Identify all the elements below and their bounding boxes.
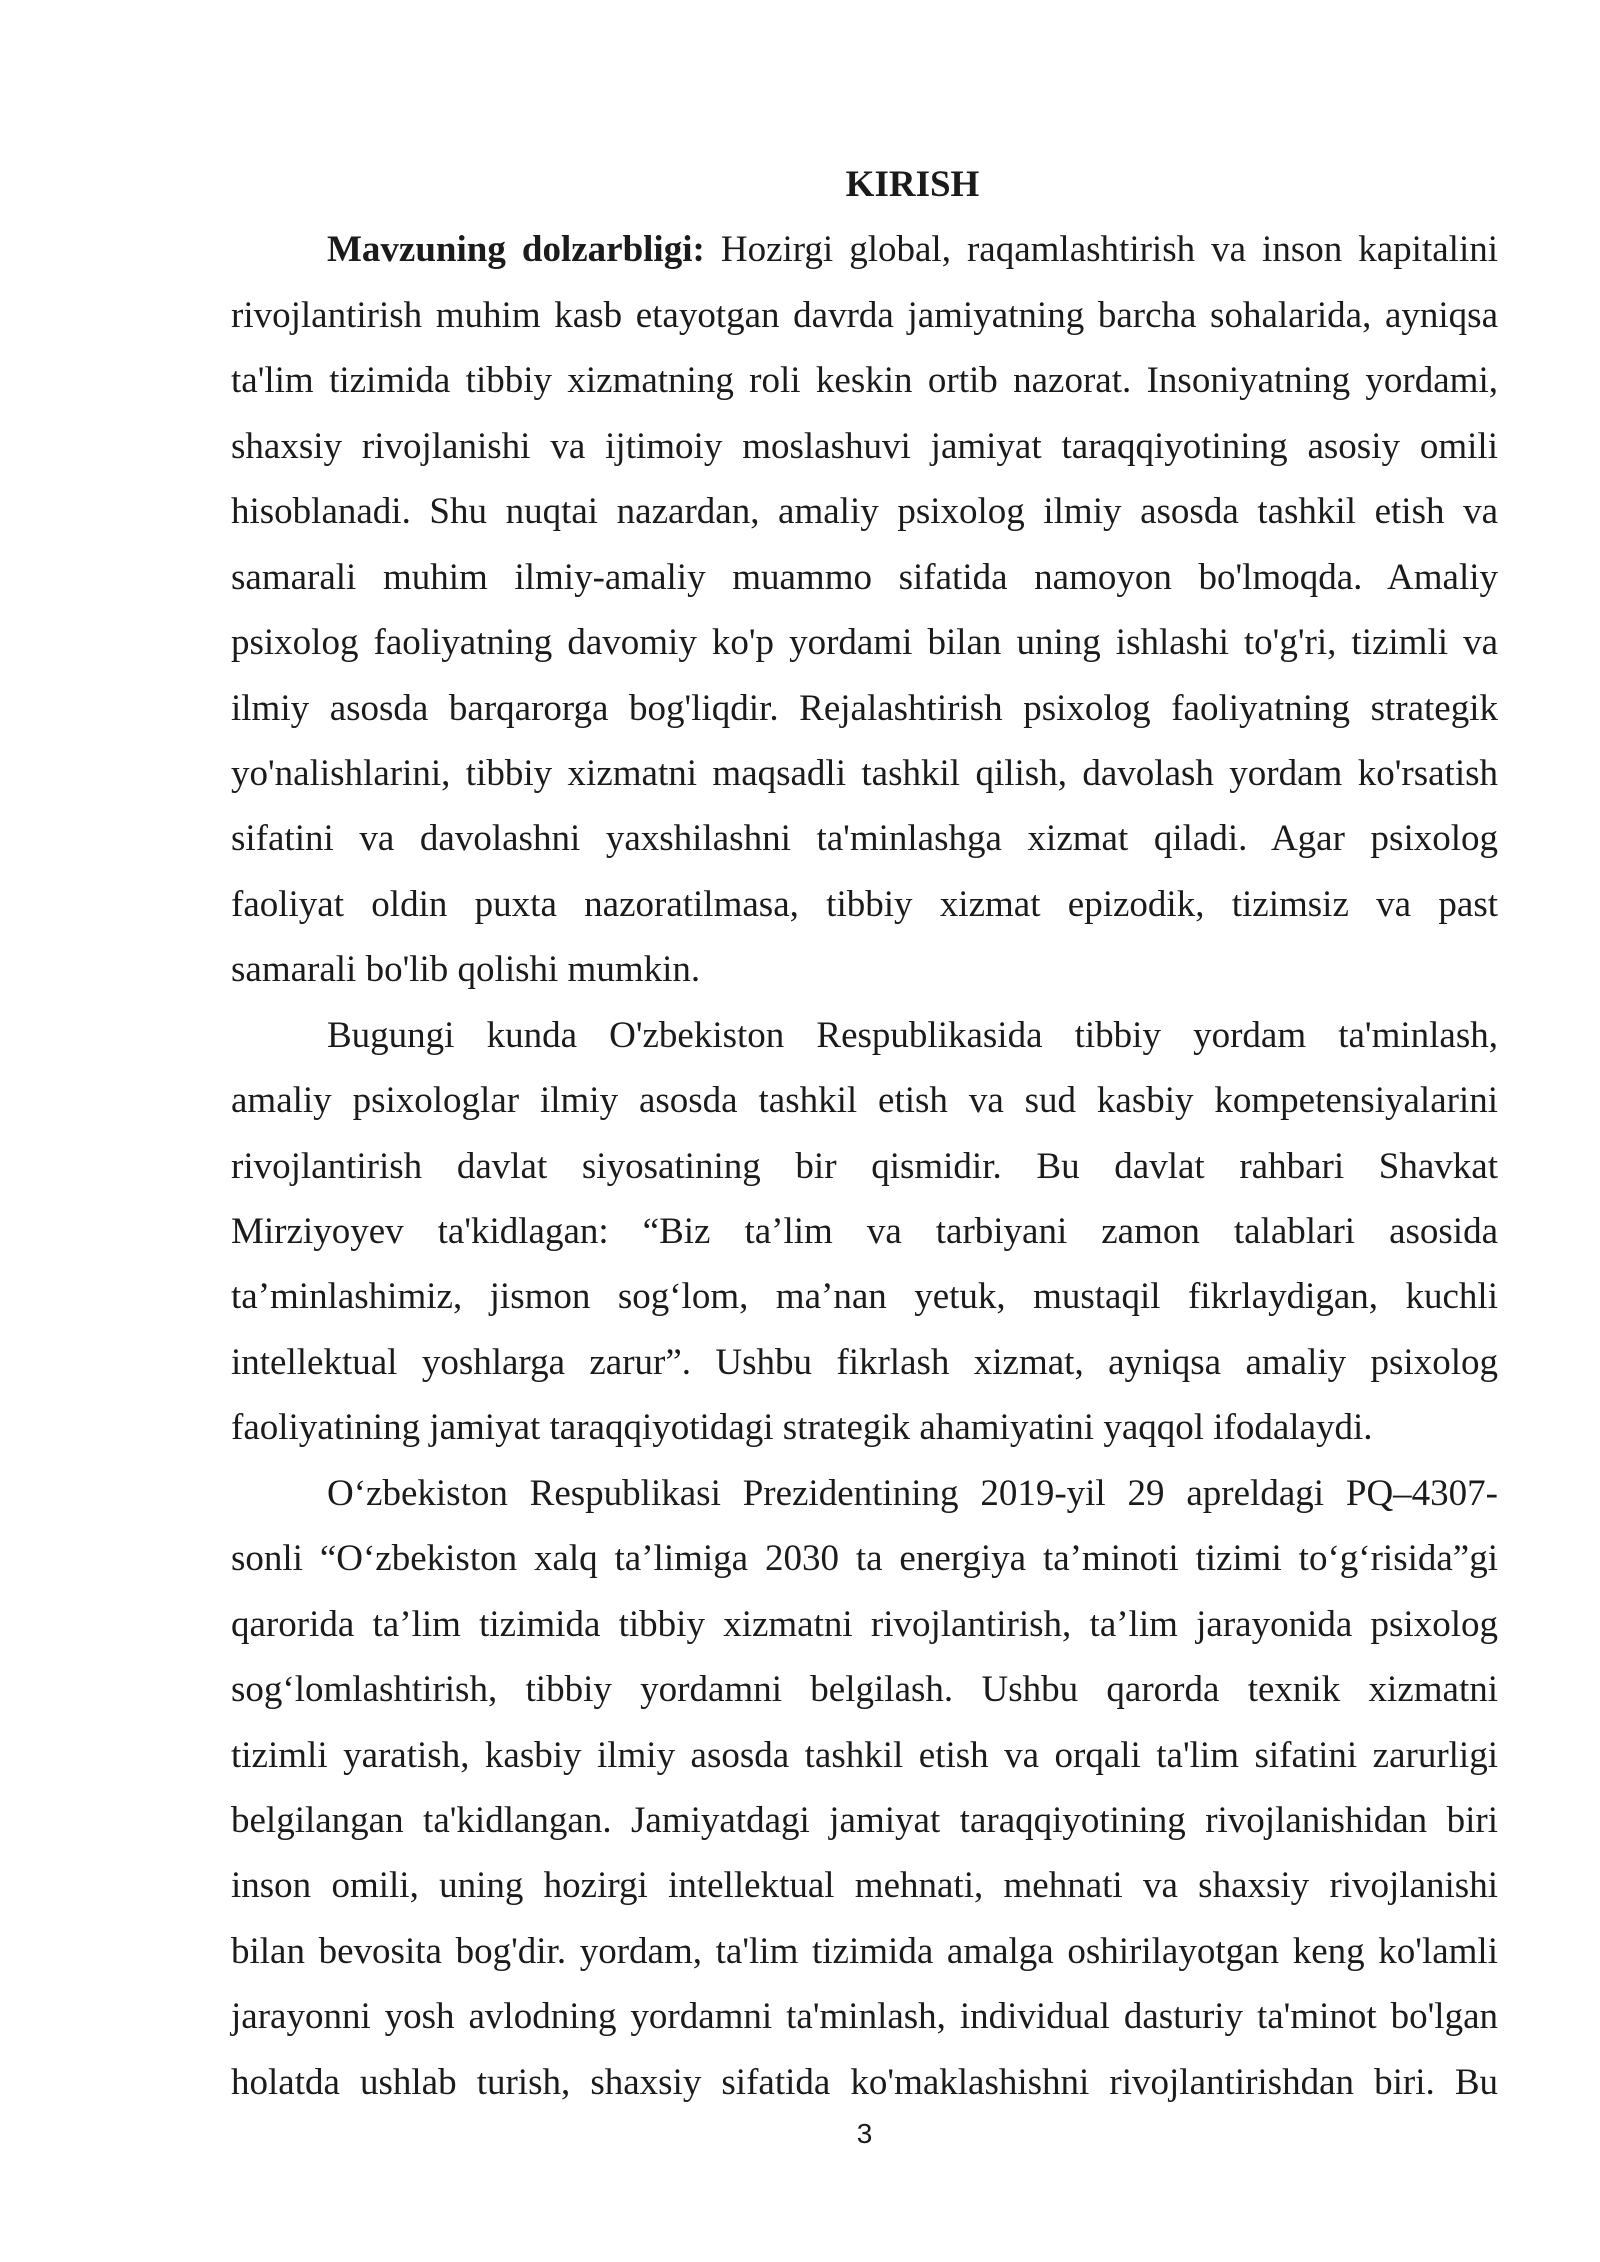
paragraph-lead: Mavzuning dolzarbligi:	[327, 229, 705, 271]
text-line: tizimli yaratish, kasbiy ilmiy asosda tashkil etish va orqali ta'lim sifatini zarurligi	[231, 1734, 1498, 1776]
text-line: bilan bevosita bog'dir. yordam, ta'lim tizimida amalga oshirilayotgan keng ko'lamli	[231, 1930, 1498, 1972]
section-title: KIRISH	[845, 164, 980, 205]
text-line: faoliyat oldin puxta nazoratilmasa, tibbiy xizmat epizodik, tizimsiz va past	[231, 883, 1498, 925]
page-number: 3	[856, 2118, 873, 2149]
text-line: psixolog faoliyatning davomiy ko'p yordami bilan uning ishlashi to'g'ri, tizimli va	[231, 622, 1498, 664]
text-line: samarali bo'lib qolishi mumkin.	[231, 949, 701, 991]
paragraph-presidential-decree	[231, 1461, 1498, 2115]
text-line: sonli “O‘zbekiston xalq ta’limiga 2030 ta energiya ta’minoti tizimi to‘g‘risida”gi	[231, 1538, 1498, 1580]
text-line: samarali muhim ilmiy-amaliy muammo sifatida namoyon bo'lmoqda. Amaliy	[231, 556, 1498, 598]
text-line: belgilangan ta'kidlangan. Jamiyatdagi jamiyat taraqqiyotining rivojlanishidan biri	[231, 1799, 1498, 1841]
page-body	[231, 152, 1498, 2115]
text-line: qarorida ta’lim tizimida tibbiy xizmatni rivojlantirish, ta’lim jarayonida psixolog	[231, 1603, 1498, 1645]
text-line: shaxsiy rivojlanishi va ijtimoiy moslashuvi jamiyat taraqqiyotining asosiy omili	[231, 425, 1498, 467]
text-line: rivojlantirish muhim kasb etayotgan davrda jamiyatning barcha sohalarida, ayniqsa	[231, 294, 1498, 336]
text-line: intellektual yoshlarga zarur”. Ushbu fikrlash xizmat, ayniqsa amaliy psixolog	[231, 1341, 1498, 1383]
text-line: yo'nalishlarini, tibbiy xizmatni maqsadli tashkil qilish, davolash yordam ko'rsatish	[231, 752, 1498, 794]
text-line: holatda ushlab turish, shaxsiy sifatida ko'maklashishni rivojlantirishdan biri. Bu	[231, 2061, 1498, 2103]
text-line: ta’minlashimiz, jismon sog‘lom, ma’nan yetuk, mustaqil fikrlaydigan, kuchli	[231, 1276, 1498, 1318]
text-line: ilmiy asosda barqarorga bog'liqdir. Rejalashtirish psixolog faoliyatning strategik	[231, 687, 1498, 729]
text-line: ta'lim tizimida tibbiy xizmatning roli keskin ortib nazorat. Insoniyatning yordami,	[231, 360, 1498, 402]
text-line: O‘zbekiston Respublikasi Prezidentining 2019-yil 29 apreldagi PQ–4307-	[327, 1472, 1498, 1514]
paragraph-state-policy	[231, 1003, 1498, 1461]
text-line: sifatini va davolashni yaxshilashni ta'minlashga xizmat qiladi. Agar psixolog	[231, 818, 1498, 860]
text-line: Bugungi kunda O'zbekiston Respublikasida tibbiy yordam ta'minlash,	[327, 1014, 1498, 1056]
paragraph-relevance	[231, 217, 1498, 1002]
text-line: inson omili, uning hozirgi intellektual mehnati, mehnati va shaxsiy rivojlanishi	[231, 1865, 1498, 1907]
text-line: amaliy psixologlar ilmiy asosda tashkil etish va sud kasbiy kompetensiyalarini	[231, 1080, 1498, 1122]
text-line: faoliyatining jamiyat taraqqiyotidagi strategik ahamiyatini yaqqol ifodalaydi.	[231, 1407, 1373, 1449]
text-line: Mirziyoyev ta'kidlagan: “Biz ta’lim va tarbiyani zamon talablari asosida	[231, 1211, 1498, 1252]
text-line: jarayonni yosh avlodning yordamni ta'minlash, individual dasturiy ta'minot bo'lgan	[231, 1996, 1498, 2038]
text-line: hisoblanadi. Shu nuqtai nazardan, amaliy psixolog ilmiy asosda tashkil etish va	[231, 491, 1498, 533]
text-line	[231, 217, 1498, 282]
text-line: rivojlantirish davlat siyosatining bir qismidir. Bu davlat rahbari Shavkat	[231, 1145, 1498, 1187]
text-line-content: Hozirgi global, raqamlashtirish va inson kapitalini	[720, 229, 1498, 271]
text-line: sog‘lomlashtirish, tibbiy yordamni belgilash. Ushbu qarorda texnik xizmatni	[231, 1669, 1498, 1711]
